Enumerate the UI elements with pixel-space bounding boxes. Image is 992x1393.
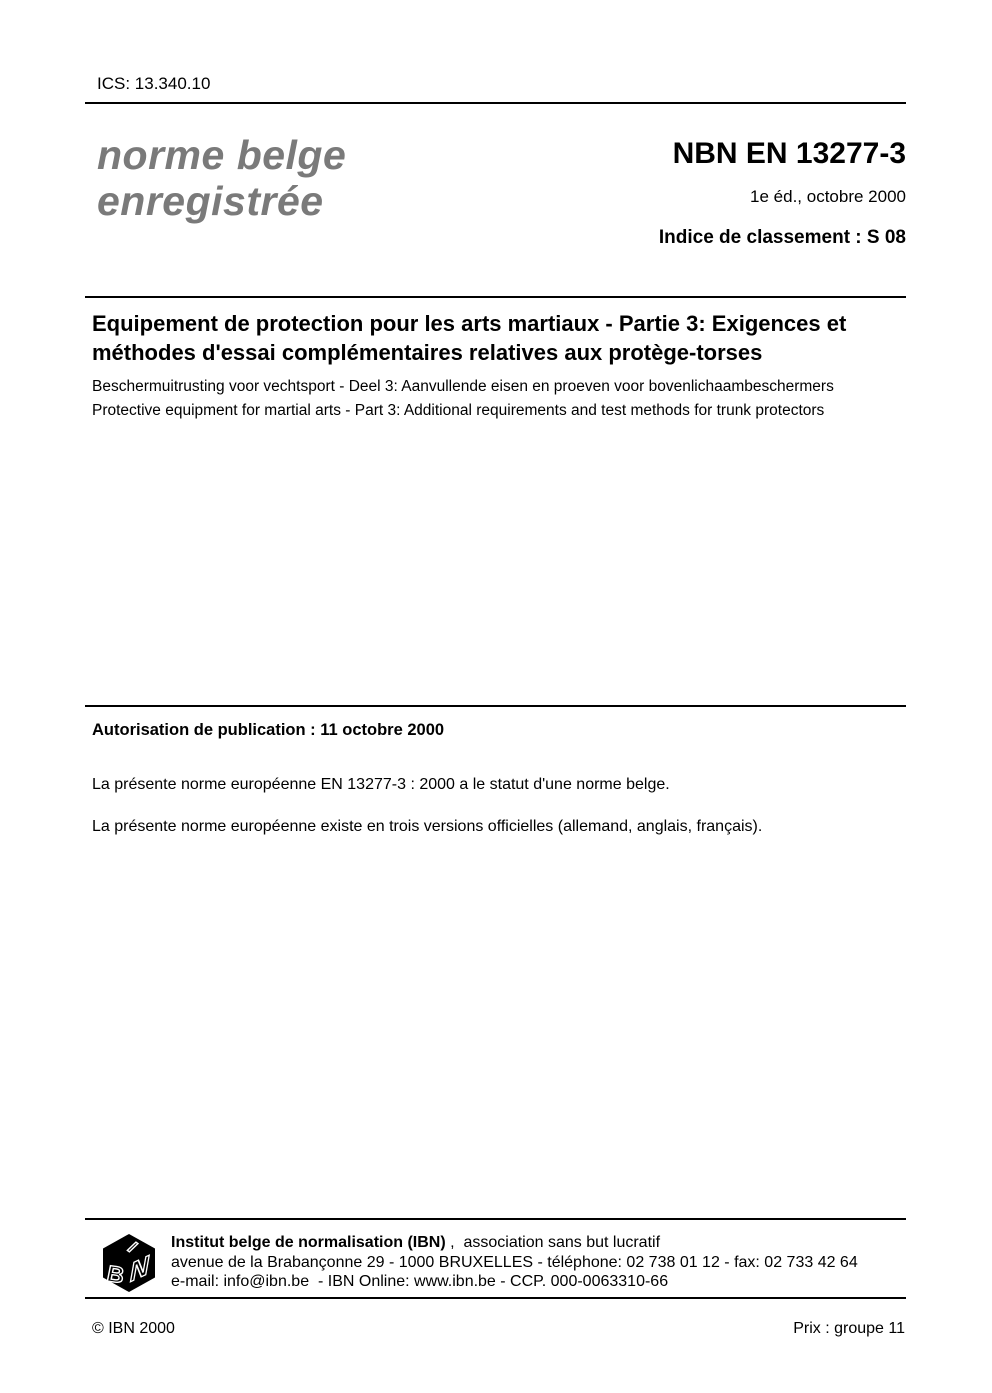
document-type-title [97,132,346,224]
ics-code: ICS: 13.340.10 [97,74,211,93]
divider-header [85,102,906,104]
ibn-logo-letter-n: N [130,1249,149,1288]
standard-title-french-line-2: méthodes d'essai complémentaires relatives aux protège-torses [92,340,763,365]
authorization-heading: Autorisation de publication : 11 octobre 2000 [92,721,445,739]
standard-title-dutch: Beschermuitrusting voor vechtsport - Deel 3: Aanvullende eisen en proeven voor bovenlichaambeschermers [92,378,834,395]
document-type-line-1: norme belge [97,132,347,178]
copyright-notice: © IBN 2000 [92,1320,175,1337]
standard-identity-block [659,138,906,249]
ibn-logo-letter-i: I [124,1237,140,1257]
document-type-line-2: enregistrée [97,178,324,224]
divider-title-top [85,296,906,298]
status-paragraph: La présente norme européenne EN 13277-3 : 2000 a le statut d'une norme belge. [92,776,670,793]
versions-paragraph: La présente norme européenne existe en trois versions officielles (allemand, anglais, français). [92,818,763,835]
standard-title-english: Protective equipment for martial arts - Part 3: Additional requirements and test methods for trunk protectors [92,402,825,419]
divider-publisher-top [85,1218,906,1220]
publisher-name-line [171,1233,858,1253]
classification-index: Indice de classement : S 08 [658,227,906,248]
publisher-contact: e-mail: info@ibn.be - IBN Online: www.ibn.be - CCP. 000-0063310-66 [171,1273,669,1290]
edition-date: 1e éd., octobre 2000 [750,187,906,206]
publisher-address: avenue de la Brabançonne 29 - 1000 BRUXELLES - téléphone: 02 738 01 12 - fax: 02 733 42 64 [171,1253,858,1271]
divider-publisher-bottom [85,1297,906,1299]
standard-code: NBN EN 13277-3 [672,137,906,170]
publisher-info [171,1233,858,1292]
standard-title-french [92,309,932,367]
ibn-logo [100,1233,158,1293]
ibn-logo-letter-b: B [107,1260,124,1289]
divider-authorization [85,705,906,707]
publisher-name: Institut belge de normalisation (IBN) [171,1234,446,1251]
price-group: Prix : groupe 11 [793,1320,905,1337]
standard-title-french-line-1: Equipement de protection pour les arts martiaux - Partie 3: Exigences et [92,311,847,336]
publisher-descriptor: , association sans but lucratif [445,1234,661,1251]
